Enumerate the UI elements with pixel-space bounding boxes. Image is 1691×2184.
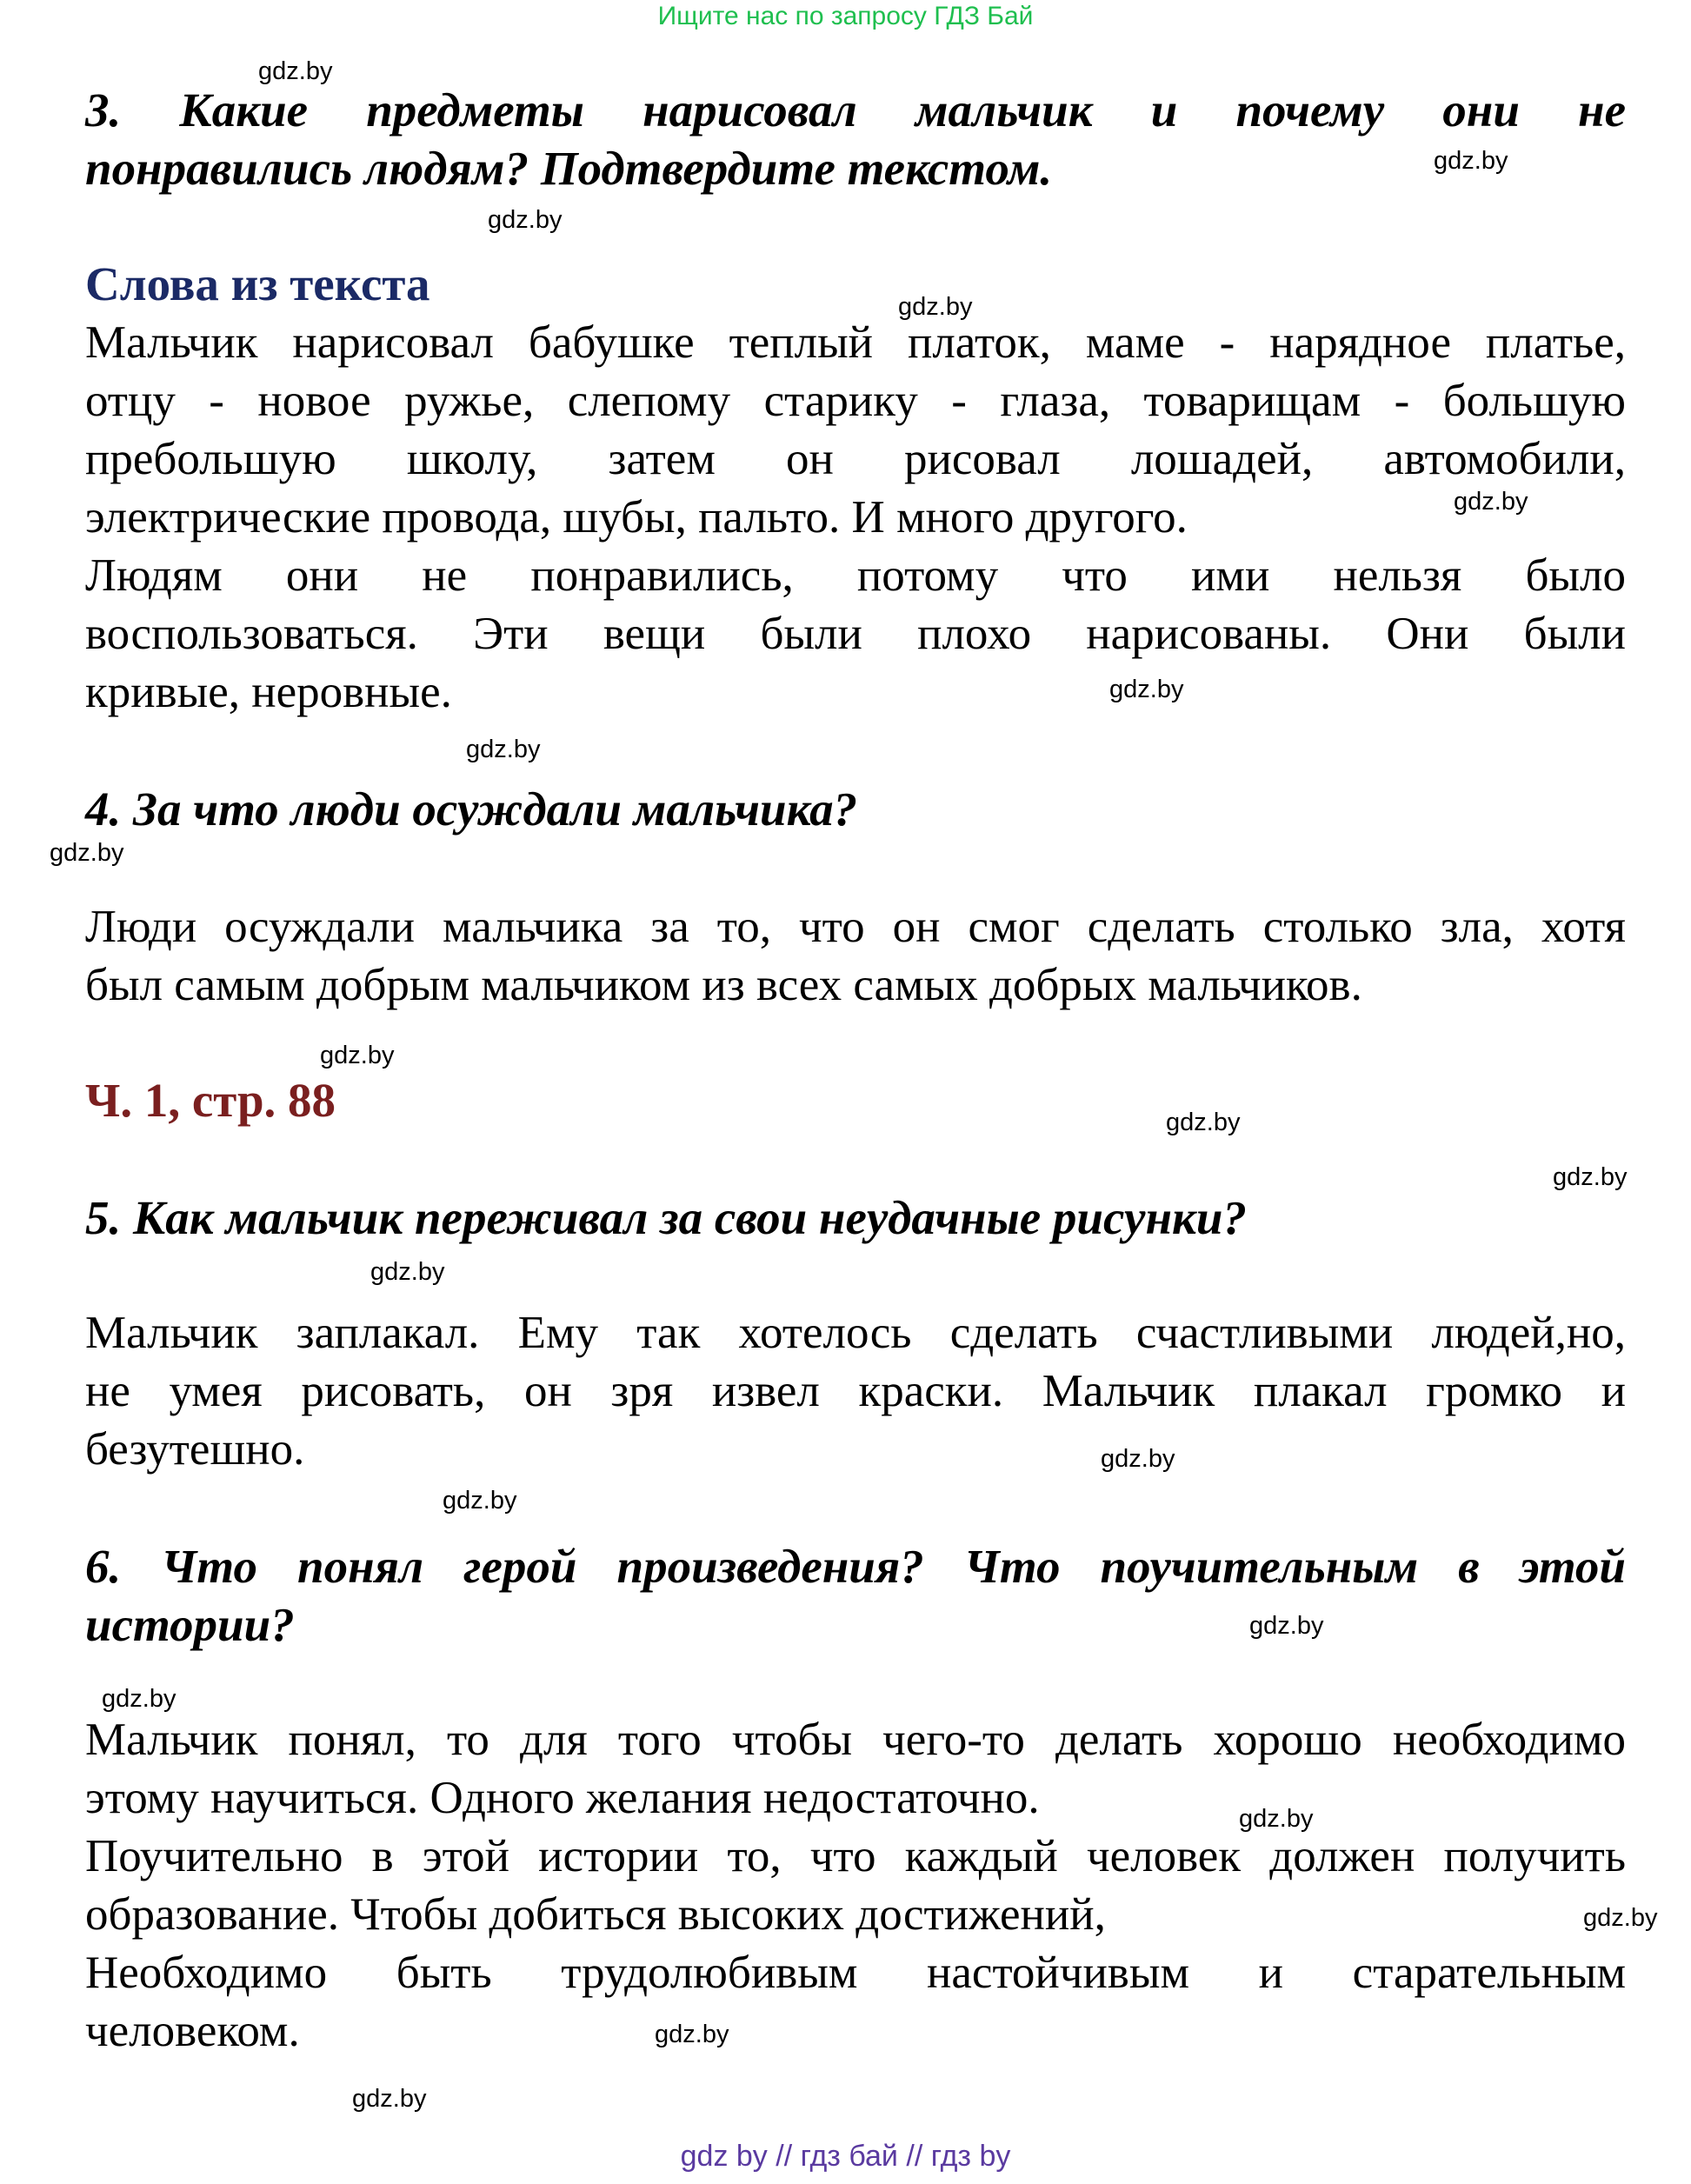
question-6-line-1: 6. Что понял герой произведения? Что поучительным в этой bbox=[85, 1540, 1626, 1593]
words-from-text-heading: Слова из текста bbox=[85, 257, 430, 310]
watermark: gdz.by bbox=[1109, 676, 1184, 703]
watermark: gdz.by bbox=[1166, 1109, 1241, 1136]
question-4: 4. За что люди осуждали мальчика? bbox=[85, 782, 858, 836]
answer-6-line: человеком. bbox=[85, 2006, 300, 2056]
watermark: gdz.by bbox=[258, 57, 333, 85]
section-heading: Ч. 1, стр. 88 bbox=[85, 1074, 336, 1127]
question-3-line-2: понравились людям? Подтвердите текстом. bbox=[85, 142, 1053, 195]
watermark: gdz.by bbox=[488, 206, 563, 234]
question-6 bbox=[85, 1537, 1626, 1654]
answer-5-line: безутешно. bbox=[85, 1424, 305, 1475]
watermark: gdz.by bbox=[102, 1685, 176, 1713]
answer-5 bbox=[85, 1304, 1626, 1479]
watermark: gdz.by bbox=[1101, 1445, 1175, 1473]
answer-6-line: этому научиться. Одного желания недостаточно. bbox=[85, 1773, 1040, 1823]
watermark: gdz.by bbox=[1249, 1612, 1324, 1640]
watermark: gdz.by bbox=[1553, 1163, 1628, 1191]
answer-4 bbox=[85, 898, 1626, 1015]
footer-links: gdz by // гдз бай // гдз by bbox=[680, 2140, 1011, 2173]
watermark: gdz.by bbox=[1454, 488, 1528, 516]
question-6-line-2: истории? bbox=[85, 1598, 295, 1651]
watermark: gdz.by bbox=[898, 293, 973, 321]
watermark: gdz.by bbox=[1239, 1805, 1314, 1833]
answer-3 bbox=[85, 314, 1626, 722]
answer-6-line: Поучительно в этой истории то, что каждый человек должен получить bbox=[85, 1831, 1626, 1881]
search-banner: Ищите нас по запросу ГДЗ Бай bbox=[657, 2, 1034, 30]
watermark: gdz.by bbox=[443, 1487, 517, 1515]
answer-6-line: Мальчик понял, то для того чтобы чего-то делать хорошо необходимо bbox=[85, 1715, 1626, 1765]
watermark: gdz.by bbox=[1434, 147, 1508, 175]
answer-6 bbox=[85, 1711, 1626, 2061]
watermark: gdz.by bbox=[1583, 1904, 1658, 1932]
watermark: gdz.by bbox=[320, 1042, 395, 1069]
answer-3-line: воспользоваться. Эти вещи были плохо нарисованы. Они были bbox=[85, 609, 1626, 659]
watermark: gdz.by bbox=[370, 1258, 445, 1286]
watermark: gdz.by bbox=[352, 2085, 427, 2113]
answer-4-line: был самым добрым мальчиком из всех самых добрых мальчиков. bbox=[85, 960, 1362, 1010]
watermark: gdz.by bbox=[655, 2021, 729, 2048]
answer-6-line: Необходимо быть трудолюбивым настойчивым и старательным bbox=[85, 1948, 1626, 1998]
answer-3-line: электрические провода, шубы, пальто. И много другого. bbox=[85, 492, 1188, 543]
answer-5-line: Мальчик заплакал. Ему так хотелось сделать счастливыми людей,но, bbox=[85, 1308, 1626, 1358]
answer-5-line: не умея рисовать, он зря извел краски. Мальчик плакал громко и bbox=[85, 1366, 1626, 1416]
question-3-line-1: 3. Какие предметы нарисовал мальчик и почему они не bbox=[85, 83, 1626, 136]
answer-3-line: пребольшую школу, затем он рисовал лошадей, автомобили, bbox=[85, 434, 1626, 484]
answer-6-line: образование. Чтобы добиться высоких достижений, bbox=[85, 1889, 1106, 1940]
watermark: gdz.by bbox=[50, 839, 124, 867]
answer-4-line: Люди осуждали мальчика за то, что он смог сделать столько зла, хотя bbox=[85, 902, 1626, 952]
answer-3-line: отцу - новое ружье, слепому старику - глаза, товарищам - большую bbox=[85, 376, 1626, 426]
question-5: 5. Как мальчик переживал за свои неудачные рисунки? bbox=[85, 1191, 1247, 1244]
watermark: gdz.by bbox=[466, 736, 541, 763]
answer-3-line: Мальчик нарисовал бабушке теплый платок, маме - нарядное платье, bbox=[85, 317, 1626, 368]
answer-3-line: кривые, неровные. bbox=[85, 667, 452, 717]
answer-3-line: Людям они не понравились, потому что ими нельзя было bbox=[85, 550, 1626, 601]
question-3 bbox=[85, 81, 1626, 197]
